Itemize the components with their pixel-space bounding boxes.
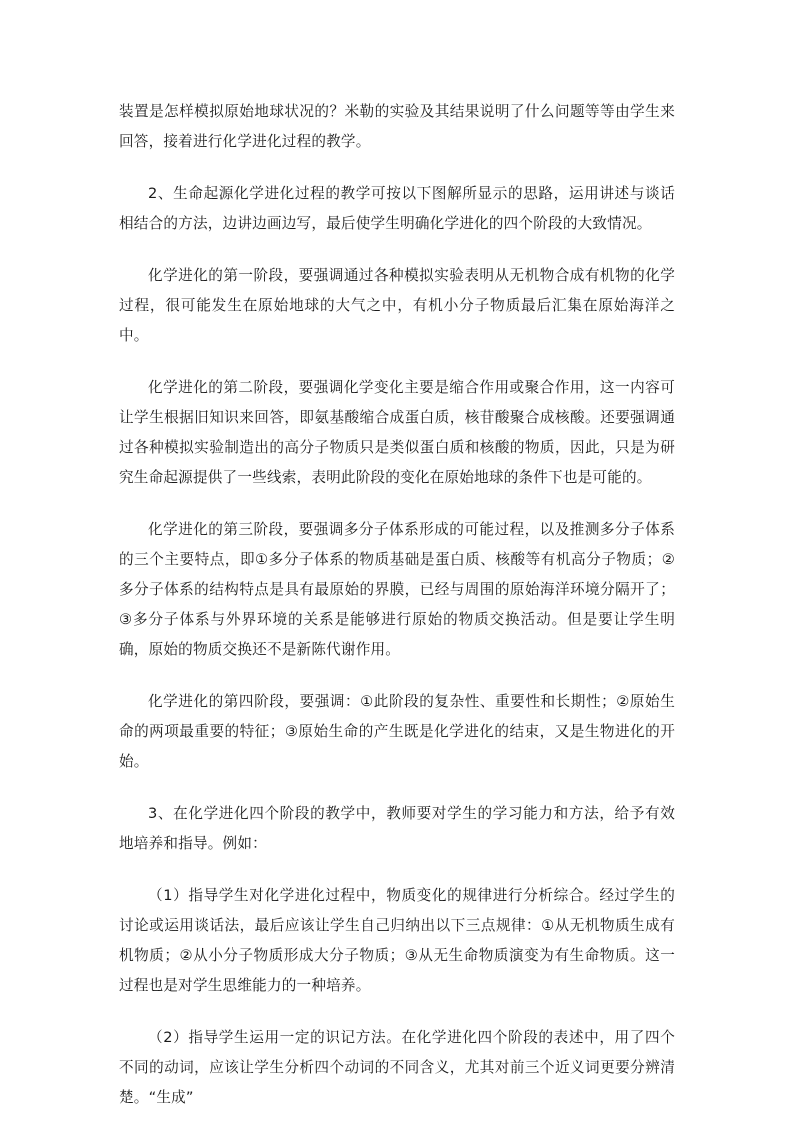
paragraph-2: 2、生命起源化学进化过程的教学可按以下图解所显示的思路，运用讲述与谈话相结合的方法，边讲边画边写，最后使学生明确化学进化的四个阶段的大致情况。 xyxy=(119,185,675,232)
paragraph-9: （2）指导学生运用一定的识记方法。在化学进化四个阶段的表述中，用了四个不同的动词，应该让学生分析四个动词的不同含义，尤其对前三个近义词更要分辨清楚。“生成” xyxy=(119,1029,675,1106)
document-body xyxy=(119,97,675,1135)
paragraph-7: 3、在化学进化四个阶段的教学中，教师要对学生的学习能力和方法，给予有效地培养和指导。例如： xyxy=(119,805,675,852)
paragraph-8: （1）指导学生对化学进化过程中，物质变化的规律进行分析综合。经过学生的讨论或运用谈话法，最后应该让学生自己归纳出以下三点规律：①从无机物质生成有机物质；②从小分子物质形成大分子物质；③从无生命物质演变为有生命物质。这一过程也是对学生思维能力的一种培养。 xyxy=(119,887,675,994)
paragraph-5: 化学进化的第三阶段，要强调多分子体系形成的可能过程，以及推测多分子体系的三个主要特点，即①多分子体系的物质基础是蛋白质、核酸等有机高分子物质；②多分子体系的结构特点是具有最原始的界膜，已经与周围的原始海洋环境分隔开了；③多分子体系与外界环境的关系是能够进行原始的物质交换活动。但是要让学生明确，原始的物质交换还不是新陈代谢作用。 xyxy=(119,521,675,658)
paragraph-1: 装置是怎样模拟原始地球状况的？米勒的实验及其结果说明了什么问题等等由学生来回答，接着进行化学进化过程的教学。 xyxy=(119,103,675,150)
paragraph-3: 化学进化的第一阶段，要强调通过各种模拟实验表明从无机物合成有机物的化学过程，很可能发生在原始地球的大气之中，有机小分子物质最后汇集在原始海洋之中。 xyxy=(119,267,675,344)
paragraph-6: 化学进化的第四阶段，要强调：①此阶段的复杂性、重要性和长期性；②原始生命的两项最重要的特征；③原始生命的产生既是化学进化的结束，又是生物进化的开始。 xyxy=(119,693,675,770)
paragraph-4: 化学进化的第二阶段，要强调化学变化主要是缩合作用或聚合作用，这一内容可让学生根据旧知识来回答，即氨基酸缩合成蛋白质，核苷酸聚合成核酸。还要强调通过各种模拟实验制造出的高分子物质只是类似蛋白质和核酸的物质，因此，只是为研究生命起源提供了一些线索，表明此阶段的变化在原始地球的条件下也是可能的。 xyxy=(119,379,675,486)
